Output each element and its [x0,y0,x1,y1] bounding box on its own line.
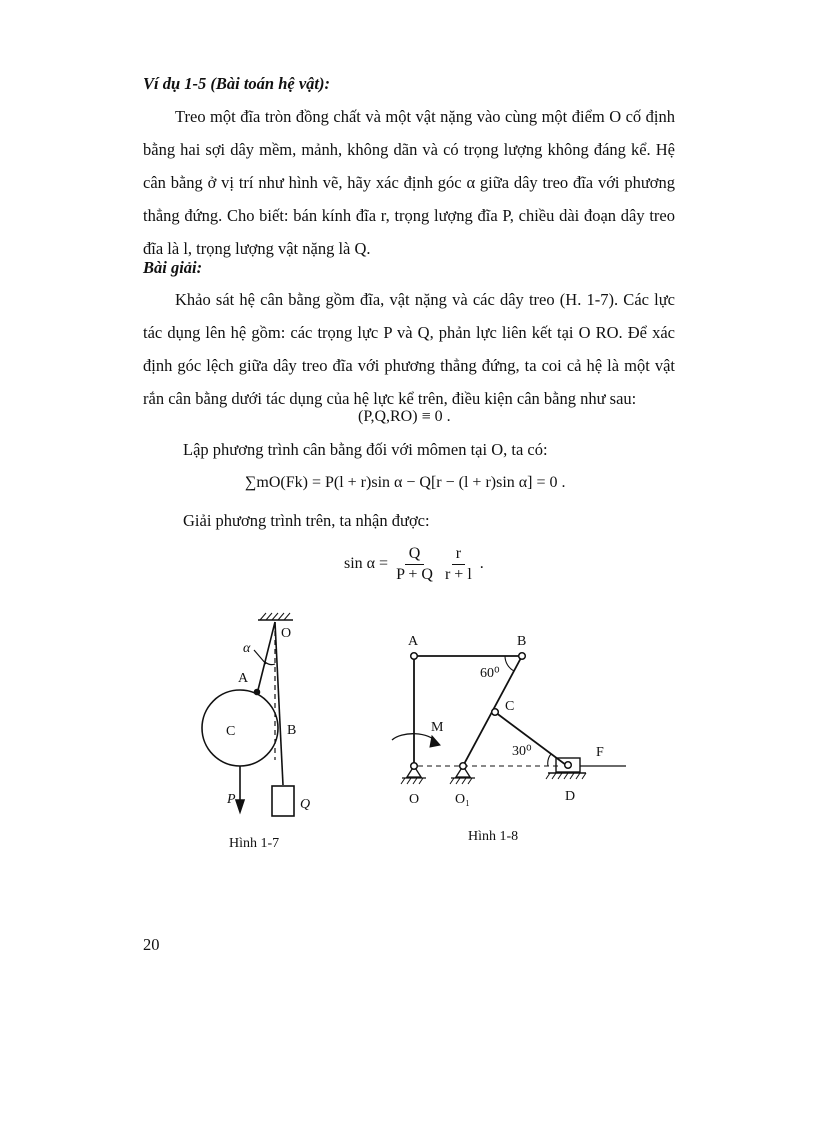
example-heading: Ví dụ 1-5 (Bài toán hệ vật): [143,74,331,93]
moment-m-arrowhead [430,736,440,747]
joint-o [411,763,418,770]
disk-string [258,622,275,690]
fig7-label-p: P [227,792,236,807]
figure-1-8 [392,656,626,784]
fig8-label-o: O [409,792,420,807]
support-o1-hatch [450,778,472,784]
weight-p-arrowhead [236,800,244,812]
alpha-arc [265,662,275,665]
fraction-2-numerator: r [452,544,465,565]
fig7-label-q: Q [300,797,311,812]
joint-a [411,653,418,660]
fig8-caption: Hình 1-8 [468,829,519,844]
fig8-label-c: C [505,699,515,714]
block-q [272,786,294,816]
fig8-label-d: D [565,789,576,804]
moment-intro: Lập phương trình cân bằng đối với mômen tại O, ta có: [183,440,548,459]
fig7-label-c: C [226,724,236,739]
joint-d [565,762,572,769]
angle-30-arc [548,754,551,766]
slider-hatch [546,773,586,779]
fig8-label-a: A [408,634,419,649]
fig8-label-f: F [596,745,604,760]
fig7-label-b: B [287,723,297,738]
fig8-label-o1: O₁ [455,792,470,807]
fig8-label-m: M [431,720,444,735]
fig7-label-a: A [238,671,249,686]
disk [202,690,278,766]
joint-c [492,709,499,716]
fig7-label-alpha: α [243,641,251,656]
equilibrium-equation: (P,Q,RO) ≡ 0 . [358,408,451,425]
angle-60-arc [505,656,514,671]
fig7-caption: Hình 1-7 [229,836,280,851]
fig8-label-angle-30: 30⁰ [512,744,532,759]
result-tail: . [479,555,484,573]
solution-intro: Khảo sát hệ cân bằng gồm đĩa, vật nặng và các dây treo (H. 1-7). Các lực tác dụng lên hệ gồm: các trọng lực P và Q, phản lực liên kết tại O RO. Để xác định góc lệch giữa dây treo đĩa với phương thẳng đứng, ta coi cả hệ là một vật rắn cân bằng dưới tác dụng của hệ lực kể trên, điều kiện cân bằng như sau: [143,290,675,408]
alpha-pointer [254,650,266,664]
fraction-1-numerator: Q [405,544,425,565]
joint-o1 [460,763,467,770]
moment-equation: ∑mO(Fk) = P(l + r)sin α − Q[r − (l + r)sin α] = 0 . [245,474,566,491]
page-number: 20 [143,935,160,954]
fig7-label-o: O [281,626,292,641]
fraction-2-denominator: r + l [444,566,472,583]
fig8-label-b: B [517,634,527,649]
solve-intro: Giải phương trình trên, ta nhận được: [183,511,430,530]
fig8-label-angle-60: 60⁰ [480,666,500,681]
point-a [255,690,260,695]
problem-statement: Treo một đĩa tròn đồng chất và một vật nặng vào cùng một điểm O cố định bằng hai sợi dây mềm, mảnh, không dãn và có trọng lượng không đáng kể. Hệ cân bằng ở vị trí như hình vẽ, hãy xác định góc α giữa dây treo đĩa với phương thẳng đứng. Cho biết: bán kính đĩa r, trọng lượng đĩa P, chiều dài đoạn dây treo đĩa là l, trọng lượng vật nặng là Q. [143,107,675,258]
fraction-1-denominator: P + Q [396,566,433,583]
support-o-hatch [401,778,423,784]
weight-string [275,622,283,785]
solution-heading: Bài giải: [143,258,203,277]
joint-b [519,653,526,660]
result-lhs: sin α = [344,555,389,573]
ceiling-hatch [260,613,290,620]
